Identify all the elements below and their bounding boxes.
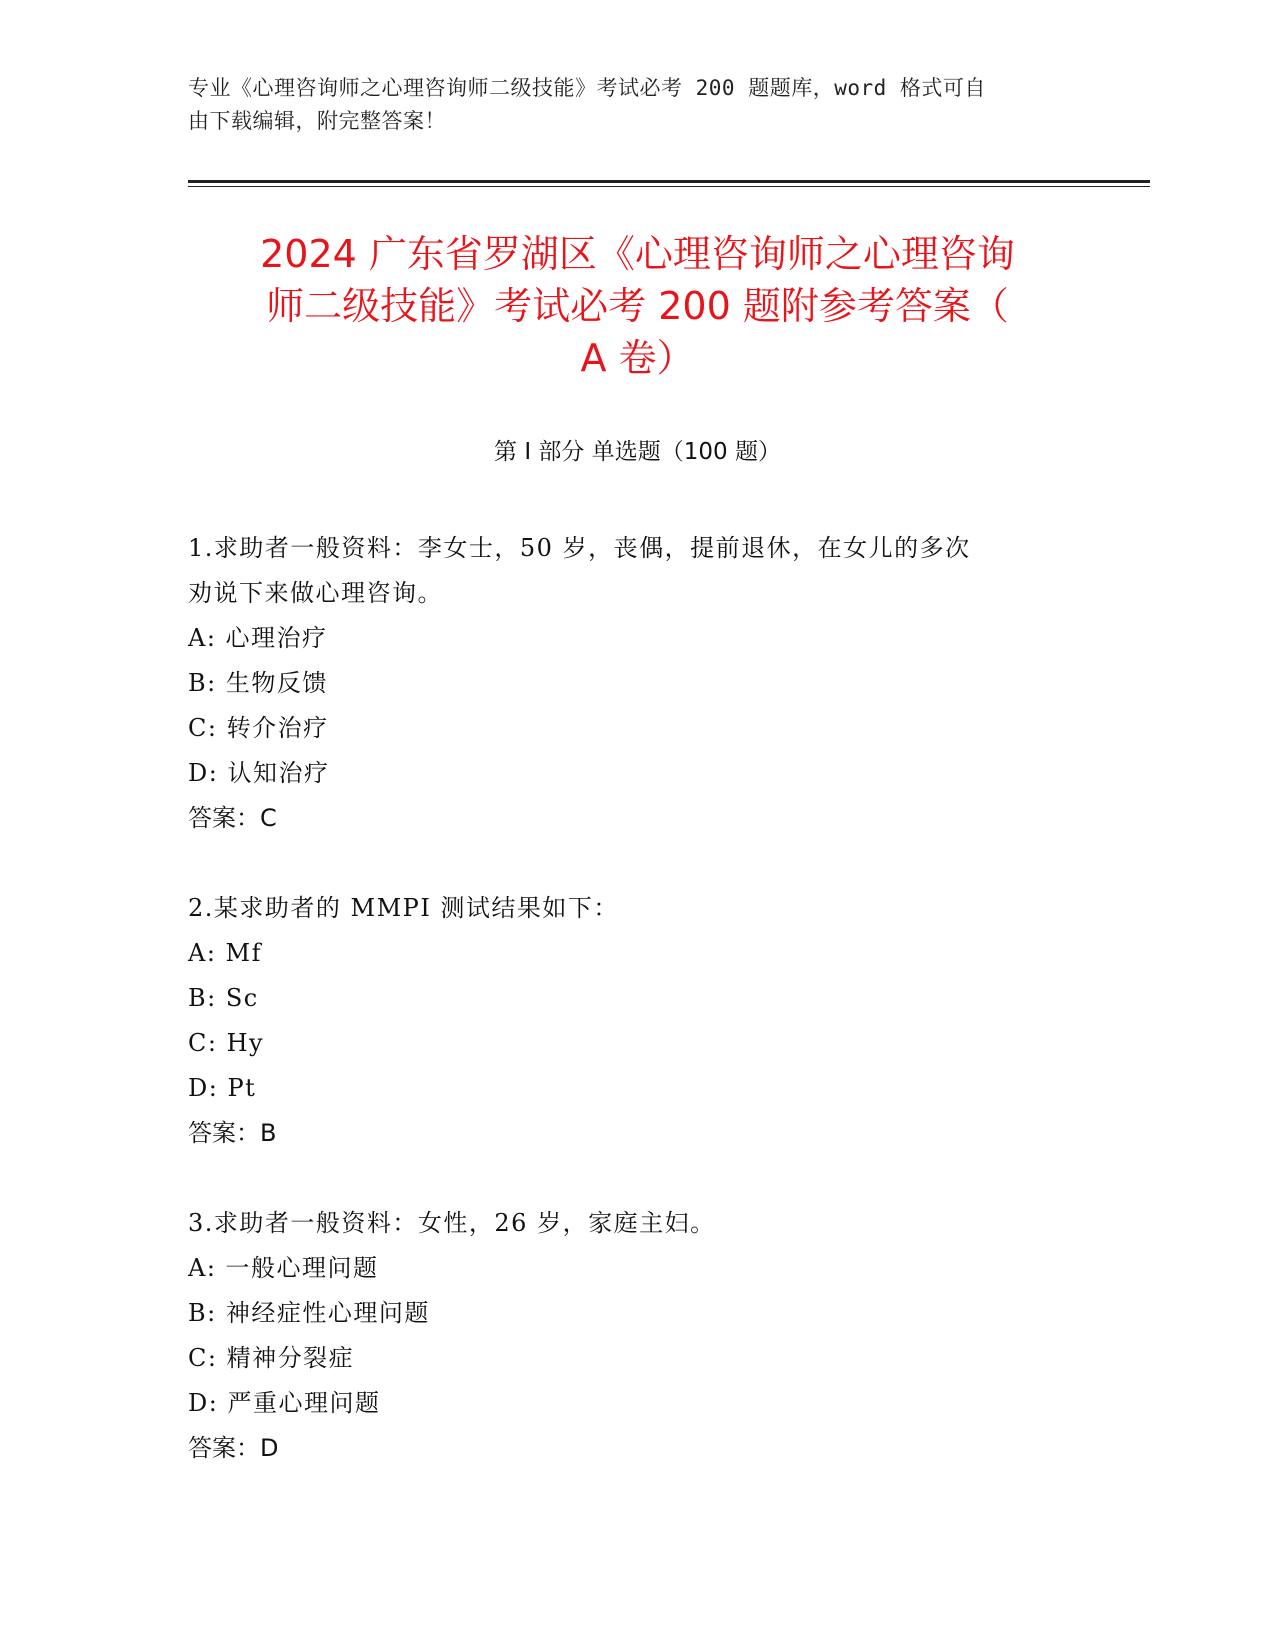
question-1	[188, 526, 1088, 841]
question-stem	[188, 526, 1088, 616]
option-d: D: 严重心理问题	[188, 1389, 381, 1417]
question-list	[188, 526, 1088, 1516]
option-a: A: 心理治疗	[188, 624, 328, 652]
option-c: C: 精神分裂症	[188, 1344, 355, 1372]
section-heading: 第 I 部分 单选题（100 题）	[494, 439, 781, 465]
option-b: B: Sc	[188, 984, 259, 1012]
question-stem	[188, 886, 1088, 931]
answer-line: 答案：D	[188, 1434, 279, 1462]
header-rule-thin	[188, 186, 1150, 187]
question-stem-line-2: 劝说下来做心理咨询。	[188, 579, 443, 607]
option-b: B: 神经症性心理问题	[188, 1299, 430, 1327]
document-title	[150, 228, 1125, 384]
question-stem-line-1: 3.求助者一般资料：女性，26 岁，家庭主妇。	[188, 1209, 716, 1237]
option-b: B: 生物反馈	[188, 669, 328, 697]
question-3	[188, 1201, 1088, 1471]
header-rule-thick	[188, 180, 1150, 183]
answer-line: 答案：B	[188, 1119, 277, 1147]
title-line-2: 师二级技能》考试必考 200 题附参考答案（	[266, 284, 1009, 328]
option-a: A: 一般心理问题	[188, 1254, 379, 1282]
option-d: D: 认知治疗	[188, 759, 330, 787]
header-note	[188, 72, 1058, 138]
answer-line: 答案：C	[188, 804, 277, 832]
question-stem-line-1: 1.求助者一般资料：李女士，50 岁，丧偶，提前退休，在女儿的多次	[188, 534, 971, 562]
header-note-line-1: 专业《心理咨询师之心理咨询师二级技能》考试必考 200 题题库，word 格式可自	[188, 76, 986, 100]
title-line-1: 2024 广东省罗湖区《心理咨询师之心理咨询	[260, 232, 1015, 276]
title-line-3: A 卷）	[580, 336, 695, 380]
question-stem-line-1: 2.某求助者的 MMPI 测试结果如下：	[188, 894, 619, 922]
question-2	[188, 886, 1088, 1156]
option-c: C: Hy	[188, 1029, 265, 1057]
option-d: D: Pt	[188, 1074, 257, 1102]
option-c: C: 转介治疗	[188, 714, 329, 742]
header-note-line-2: 由下载编辑，附完整答案！	[188, 109, 446, 133]
question-stem	[188, 1201, 1088, 1246]
option-a: A: Mf	[188, 939, 263, 967]
